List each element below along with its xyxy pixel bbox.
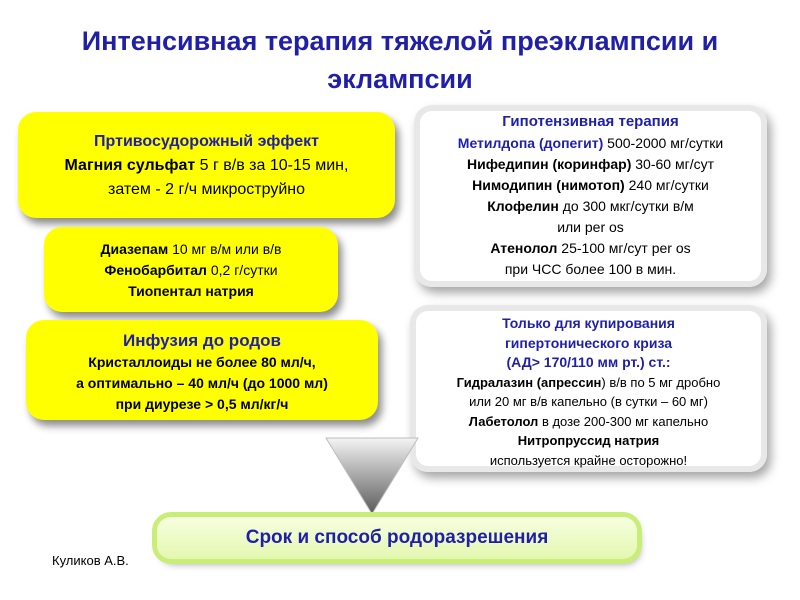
infusion-line-2: а оптимально – 40 мл/ч (до 1000 мл) <box>76 375 328 391</box>
hydralazine-line-2: или 20 мг в/в капельно (в сутки – 60 мг) <box>469 394 708 409</box>
phenobarbital-name: Фенобарбитал <box>104 262 207 278</box>
crisis-header-3: (АД> 170/110 мм рт.) ст.: <box>506 354 671 370</box>
infusion-line-3: при диурезе > 0,5 мл/кг/ч <box>115 396 289 412</box>
infusion-line-1: Кристаллоиды не более 80 мл/ч, <box>88 354 316 370</box>
atenolol-line <box>414 238 767 259</box>
clonidine-dose: до 300 мкг/сутки в/м <box>558 198 694 214</box>
crisis-box <box>410 305 767 472</box>
title-line-2: эклампсии <box>327 64 473 94</box>
diazepam-line <box>44 239 338 260</box>
phenobarbital-line <box>44 260 338 281</box>
nimodipine-name: Нимодипин (нимотоп) <box>472 177 625 193</box>
magnesium-name: Магния сульфат <box>64 157 196 174</box>
crisis-header-1: Только для купирования <box>502 315 675 331</box>
thiopental-line: Тиопентал натрия <box>128 283 254 299</box>
magnesium-maintenance: затем - 2 г/ч микроструйно <box>107 181 305 198</box>
author-label: Куликов А.В. <box>52 553 129 568</box>
nimodipine-dose: 240 мг/сутки <box>624 177 709 193</box>
nifedipine-line <box>414 154 767 175</box>
delivery-bar: Срок и способ родоразрешения <box>157 517 637 559</box>
hypotensive-box <box>414 105 767 287</box>
sedation-box <box>44 227 338 312</box>
page-title <box>20 22 780 98</box>
anticonvulsant-header: Пртивосудорожный эффект <box>94 133 319 150</box>
nitroprusside-line: Нитропруссид натрия <box>517 433 660 448</box>
methyldopa-name: Метилдопа (допегит) <box>457 135 604 151</box>
nifedipine-name: Нифедипин (коринфар) <box>467 156 632 172</box>
nifedipine-dose: 30-60 мг/сут <box>631 156 714 172</box>
nitroprusside-note: используется крайне осторожно! <box>489 452 688 468</box>
clonidine-name: Клофелин <box>487 198 559 214</box>
atenolol-condition: при ЧСС более 100 в мин. <box>504 261 677 277</box>
title-line-1: Интенсивная терапия тяжелой преэклампсии и <box>81 26 719 56</box>
hydralazine-line <box>410 373 767 393</box>
diazepam-name: Диазепам <box>100 241 169 257</box>
clonidine-line <box>414 196 767 217</box>
infusion-box <box>26 320 378 420</box>
clonidine-line-2: или per os <box>557 219 624 235</box>
hydralazine-dose: ) в/в по 5 мг дробно <box>601 374 721 390</box>
nimodipine-line <box>414 175 767 196</box>
crisis-header-2: гипертонического криза <box>504 334 673 351</box>
hydralazine-name: Гидралазин (апрессин <box>456 374 602 390</box>
labetalol-line <box>410 412 767 432</box>
infusion-header: Инфузия до родов <box>123 331 281 350</box>
atenolol-name: Атенолол <box>490 240 558 256</box>
magnesium-line <box>18 154 395 178</box>
anticonvulsant-box <box>18 112 395 218</box>
down-arrow-icon <box>322 436 422 516</box>
diazepam-dose: 10 мг в/м или в/в <box>168 241 282 257</box>
phenobarbital-dose: 0,2 г/сутки <box>206 262 278 278</box>
hypotensive-header: Гипотензивная терапия <box>502 113 679 130</box>
labetalol-name: Лабетолол <box>468 413 539 429</box>
magnesium-dose: 5 г в/в за 10-15 мин, <box>195 157 349 174</box>
methyldopa-dose: 500-2000 мг/сутки <box>603 135 724 151</box>
labetalol-dose: в дозе 200-300 мг капельно <box>538 413 709 429</box>
atenolol-dose: 25-100 мг/сут per os <box>557 240 691 256</box>
methyldopa-line <box>414 133 767 154</box>
